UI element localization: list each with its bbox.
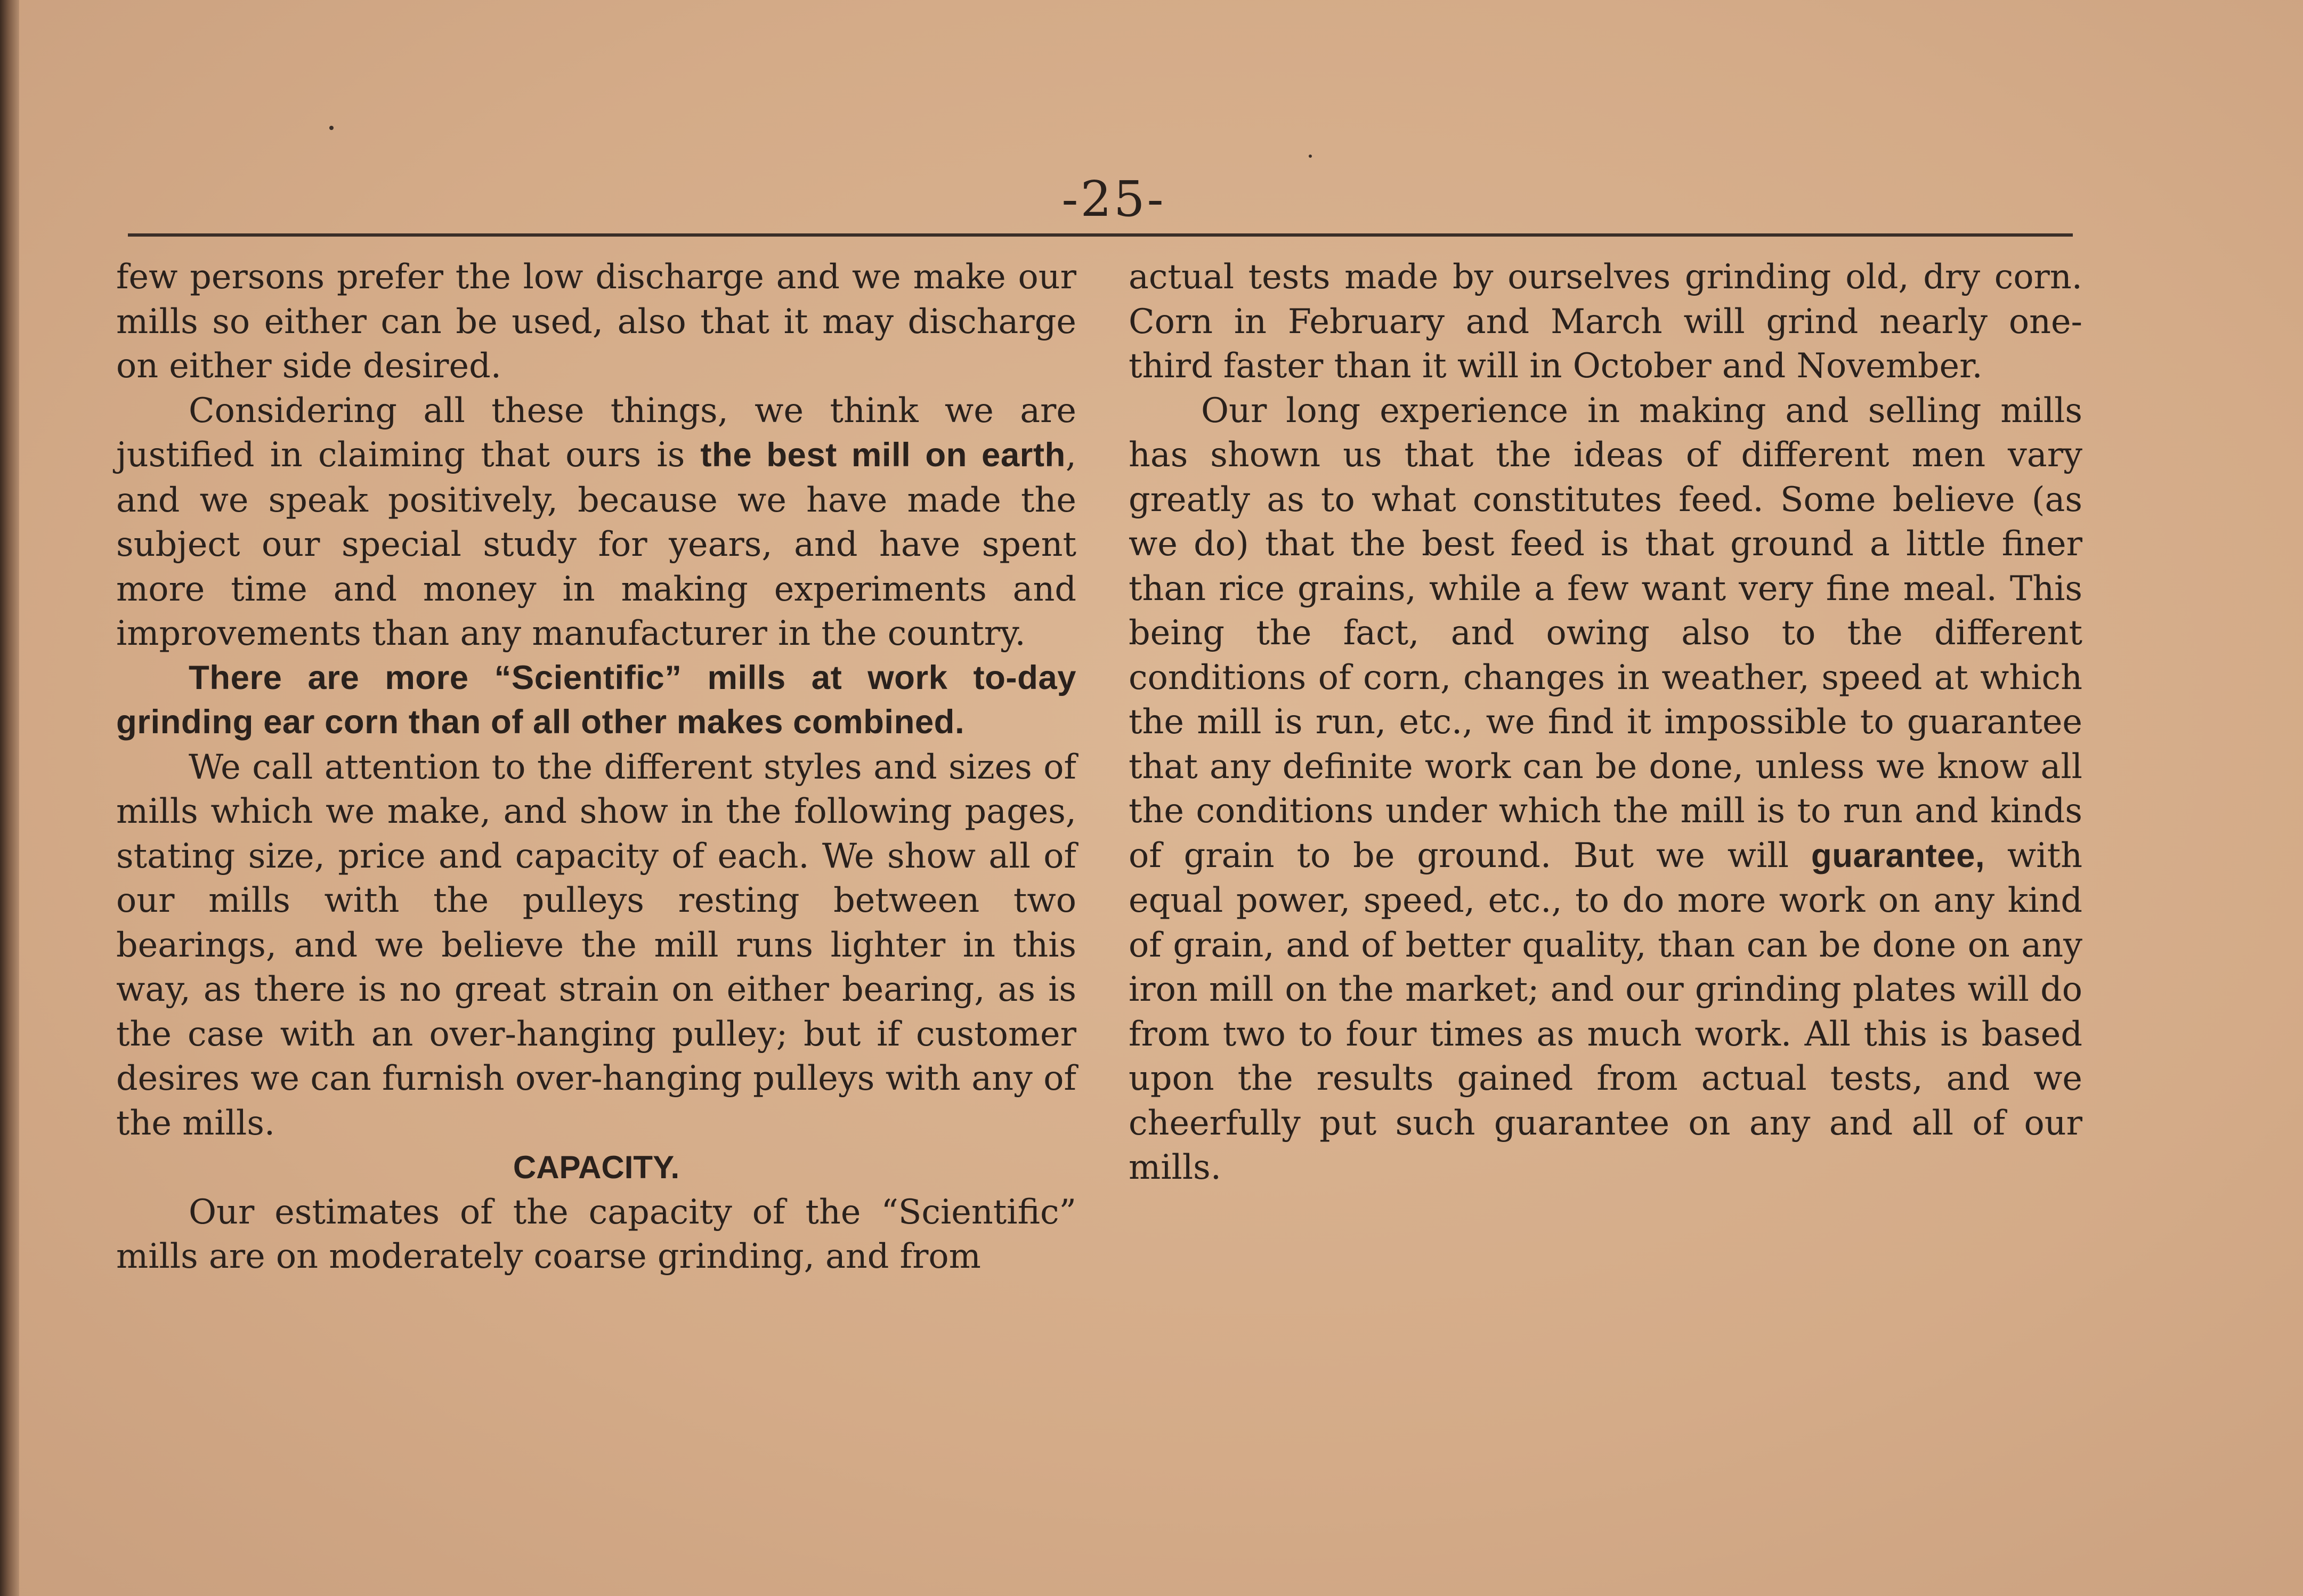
right-paragraph-1: actual tests made by ourselves grinding old, dry corn. Corn in February and March will grind nearly one-third faster than it will in October and November.	[1129, 257, 2082, 385]
right-column	[1129, 255, 2082, 1190]
best-mill-emphasis: the best mill on earth	[700, 436, 1066, 474]
right-paragraph-2-start: Our long experience in making and selling mills has shown us that the ideas of different men vary greatly as to what constitutes feed. Some believe (as we do) that the best feed is that ground a little finer than rice grains, while a few want very fine meal. This being the fact, and owing also to the different conditions of corn, changes in weather, speed at which the mill is run, etc., we find it impossible to guarantee that any definite work can be done, unless we know all the conditions under which the mill is to run and kinds of grain to be ground. But we will	[1129, 390, 2082, 875]
header-rule	[128, 233, 2073, 237]
paper-speck	[1309, 155, 1312, 158]
scientific-mills-statement: There are more “Scientific” mills at work to-day grinding ear corn than of all other makes combined.	[116, 659, 1076, 741]
left-paragraph-2	[116, 388, 1076, 656]
book-binding-edge	[0, 0, 19, 1596]
left-paragraph-5: Our estimates of the capacity of the “Scientific” mills are on moderately coarse grinding, and from	[116, 1192, 1076, 1276]
guarantee-emphasis: guarantee,	[1811, 837, 1985, 874]
page-number: -25-	[1061, 171, 1166, 228]
left-paragraph-1: few persons prefer the low discharge and we make our mills so either can be used, also that it may discharge on either side desired.	[116, 257, 1076, 385]
right-paragraph-2-end: with equal power, speed, etc., to do more work on any kind of grain, and of better quality, than can be done on any iron mill on the market; and our grinding plates will do from two to four times as much work. All this is based upon the results gained from actual tests, and we cheerfully put such guarantee on any and all of our mills.	[1129, 835, 2082, 1187]
left-paragraph-4: We call attention to the different styles and sizes of mills which we make, and show in the following pages, stating size, price and capacity of each. We show all of our mills with the pulleys resting between two bearings, and we believe the mill runs lighter in this way, as there is no great strain on either bearing, as is the case with an over-hanging pulley; but if customer desires we can furnish over-hanging pulleys with any of the mills.	[116, 747, 1076, 1143]
left-paragraph-2-end: , and we speak positively, because we have made the subject our special study for years, and have spent more time and money in making experiments and improvements than any manufacturer in the country.	[116, 435, 1076, 653]
paper-speck	[329, 126, 334, 130]
capacity-heading: CAPACITY.	[513, 1149, 680, 1185]
left-paragraph-2-start: Considering all these things, we think we are justified in claiming that ours is	[116, 390, 1076, 474]
right-paragraph-2	[1129, 388, 2082, 1190]
left-column	[116, 255, 1076, 1279]
